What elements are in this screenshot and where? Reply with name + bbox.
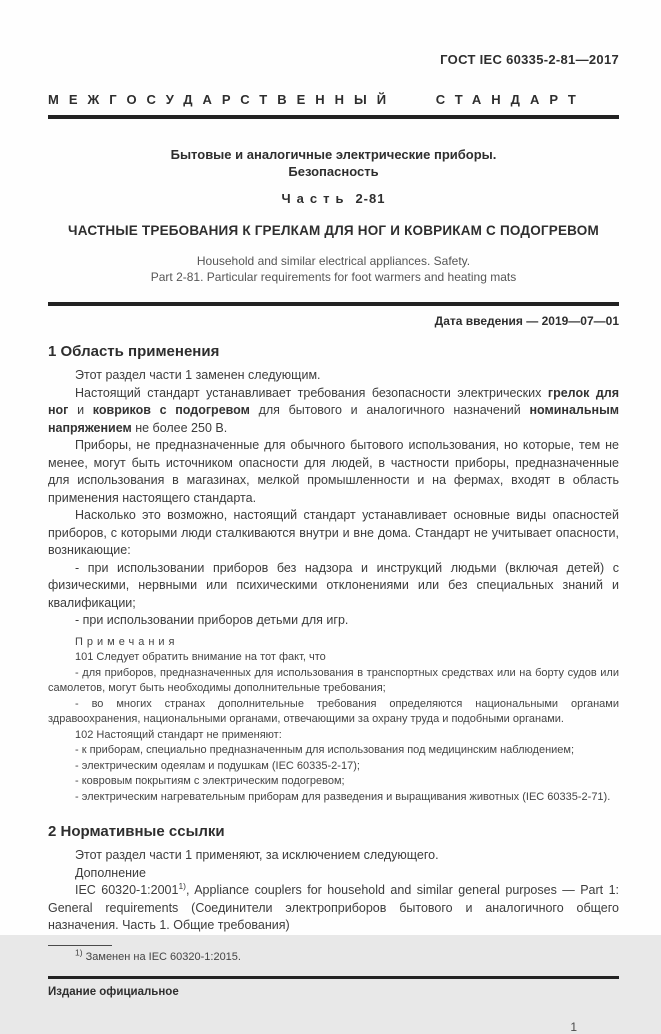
section-1-heading: 1 Область применения (48, 343, 220, 360)
list-item: - при использовании приборов без надзора и инструкций людьми (включая детей) с физическими, нервными или психическими отклонениями или без специальных знаний и квалификации; (48, 560, 619, 610)
text-run: не более 250 В. (131, 420, 228, 435)
effective-date: Дата введения — 2019—07—01 (434, 314, 619, 328)
bold-term: грелок для ног (48, 385, 619, 417)
bold-term: номинальным напряжением (48, 403, 619, 435)
doc-number: ГОСТ IEC 60335-2-81—2017 (440, 52, 619, 67)
footnote-text (48, 946, 619, 965)
footnote-marker: 1) (75, 946, 83, 957)
notes-label: Примечания (75, 635, 179, 648)
note-item: 102 Настоящий стандарт не применяют: (75, 728, 282, 741)
paragraph: Дополнение (75, 865, 146, 880)
standard-type-title: МЕЖГОСУДАРСТВЕННЫЙ СТАНДАРТ (48, 92, 586, 107)
bold-term: ковриков с подогревом (92, 403, 250, 417)
main-title: ЧАСТНЫЕ ТРЕБОВАНИЯ К ГРЕЛКАМ ДЛЯ НОГ И КОВРИКАМ С ПОДОГРЕВОМ (68, 223, 599, 238)
note-item: - для приборов, предназначенных для использования в транспортных средствах или на борту судов или самолетов, могут быть необходимы дополнительные требования; (48, 666, 619, 694)
title-english (48, 253, 619, 285)
text-run: и (68, 403, 93, 417)
section-2-body (48, 847, 619, 935)
paragraph: Насколько это возможно, настоящий стандарт устанавливает основные виды опасностей приборов, с которыми люди сталкиваются внутри и вне дома. Стандарт не учитывает опасности, возникающие: (48, 508, 619, 557)
section-2-heading: 2 Нормативные ссылки (48, 823, 225, 840)
list-item: - при использовании приборов детьми для игр. (75, 613, 349, 627)
section-1-body (48, 367, 619, 630)
paragraph: Приборы, не предназначенные для обычного бытового использования, но которые, тем не менее, могут быть источником опасности для людей, в частности приборы, предназначенные для использования в магазинах, мелкой промышленности и на фермах, входят в область применения настоящего стандарта. (48, 438, 619, 505)
title-english-line2: Part 2-81. Particular requirements for foot warmers and heating mats (150, 270, 517, 284)
title-block (48, 146, 619, 285)
note-item: - к приборам, специально предназначенным для использования под медицинским наблюдением; (75, 744, 575, 756)
title-rule (48, 302, 619, 306)
text-run: IEC 60320-1:2001 (75, 883, 179, 897)
footnote-block (48, 945, 619, 965)
page-number: 1 (570, 1019, 577, 1034)
footnote-reference: 1) (178, 880, 186, 891)
text-run: Заменен на IEC 60320-1:2015. (82, 950, 241, 963)
footer-rule (48, 976, 619, 979)
text-run: , Appliance couplers for household and similar general purposes — Part 1: General requirements (Соединители электроприборов бытового и аналогичного общего назначения. Часть 1. Общие требования) (48, 883, 619, 932)
part-number: 2-81 (355, 191, 386, 206)
footnote-rule (48, 945, 112, 946)
note-item: - ковровым покрытиям с электрическим подогревом; (75, 775, 345, 787)
part-designation (48, 191, 619, 206)
paragraph (48, 882, 619, 935)
paragraph: Этот раздел части 1 заменен следующим. (75, 368, 321, 382)
title-english-line1: Household and similar electrical appliances. Safety. (196, 254, 471, 268)
paragraph: Этот раздел части 1 применяют, за исключением следующего. (75, 848, 439, 862)
edition-note: Издание официальное (48, 985, 179, 998)
note-item: 101 Следует обратить внимание на тот факт, что (75, 651, 326, 663)
notes-block (48, 635, 619, 806)
note-item: - во многих странах дополнительные требования определяются национальными органами здравоохранения, национальными органами, отвечающими за охрану труда и подобными органами. (48, 697, 619, 725)
note-item: - электрическим нагревательным приборам для разведения и выращивания животных (IEC 60335-2-71). (75, 790, 611, 803)
note-item: - электрическим одеялам и подушкам (IEC 60335-2-17); (75, 759, 360, 772)
paragraph (48, 385, 619, 438)
header-rule (48, 115, 619, 119)
text-run: Настоящий стандарт устанавливает требования безопасности электрических (75, 385, 548, 400)
text-run: для бытового и аналогичного назначений (249, 403, 530, 417)
title-russian-line2: Безопасность (288, 164, 379, 179)
title-russian-line1: Бытовые и аналогичные электрические приборы. (170, 147, 497, 162)
part-word: Часть (281, 191, 350, 206)
